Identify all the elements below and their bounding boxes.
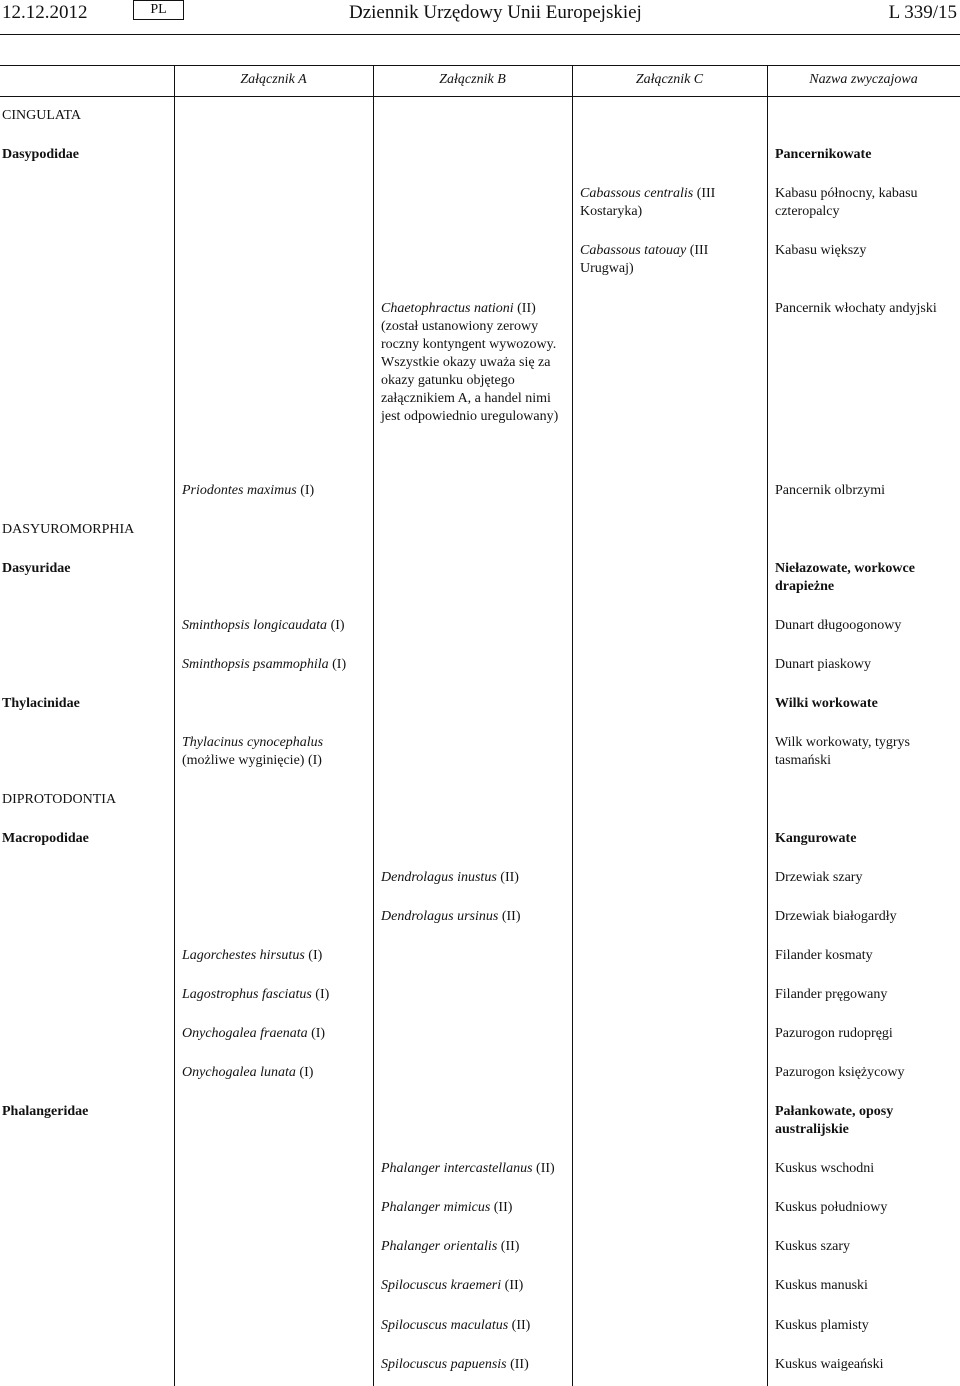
species-entry <box>381 1317 530 1335</box>
common-name: Kuskus wschodni <box>775 1161 875 1176</box>
species-name: Cabassous centralis <box>580 186 694 201</box>
order-label: DASYUROMORPHIA <box>2 522 135 537</box>
common-name: Kabasu większy <box>775 243 867 258</box>
species-name: Spilocuscus maculatus <box>381 1318 509 1333</box>
header-rule <box>0 34 960 35</box>
species-name: Phalanger mimicus <box>381 1200 491 1215</box>
species-name: Sminthopsis longicaudata <box>182 618 328 633</box>
family-common-name: Kangurowate <box>775 831 857 846</box>
species-name: Spilocuscus papuensis <box>381 1357 507 1372</box>
common-name: Kuskus południowy <box>775 1200 888 1215</box>
species-name: Phalanger orientalis <box>381 1239 498 1254</box>
table-top-rule <box>0 65 960 66</box>
species-note: (II) <box>498 909 521 924</box>
page-header <box>0 0 960 30</box>
species-name: Onychogalea fraenata <box>182 1026 308 1041</box>
species-entry <box>381 1238 519 1256</box>
species-name: Phalanger intercastellanus <box>381 1161 533 1176</box>
species-name: Chaetophractus nationi <box>381 301 514 316</box>
species-note: (I) <box>311 987 330 1002</box>
family-label: Phalangeridae <box>2 1104 89 1119</box>
species-name: Dendrolagus inustus <box>381 870 497 885</box>
species-note: (II) <box>490 1200 513 1215</box>
common-name: Kabasu północny, kabasu czteropalcy <box>775 186 918 219</box>
order-label: DIPROTODONTIA <box>2 792 117 807</box>
species-entry <box>182 734 367 770</box>
species-name: Cabassous tatouay <box>580 243 687 258</box>
species-note: (I) <box>295 1065 314 1080</box>
column-header-appendix-c: Załącznik C <box>635 72 704 87</box>
species-name: Lagorchestes hirsutus <box>182 948 305 963</box>
common-name: Kuskus waigeański <box>775 1357 884 1372</box>
species-entry <box>381 1277 523 1295</box>
species-entry <box>182 656 346 674</box>
family-common-name: Niełazowate, workowce drapieżne <box>775 561 915 594</box>
family-label: Macropodidae <box>2 831 89 846</box>
species-note: (II) <box>508 1318 531 1333</box>
species-entry <box>381 908 520 926</box>
column-divider <box>572 65 573 1386</box>
species-name: Thylacinus cynocephalus <box>182 735 324 750</box>
column-header-common-name: Nazwa zwyczajowa <box>809 72 918 87</box>
species-note: (II) <box>532 1161 555 1176</box>
family-common-name: Wilki workowate <box>775 696 878 711</box>
species-entry <box>381 1199 512 1217</box>
common-name: Pancernik włochaty andyjski <box>775 301 937 316</box>
common-name: Filander pręgowany <box>775 987 888 1002</box>
species-note: (I) <box>307 1026 326 1041</box>
common-name: Drzewiak białogardły <box>775 909 897 924</box>
common-name: Pancernik olbrzymi <box>775 483 886 498</box>
species-note: (II) <box>501 1278 524 1293</box>
column-divider <box>373 65 374 1386</box>
common-name: Pazurogon księżycowy <box>775 1065 905 1080</box>
species-note: (II) <box>496 870 519 885</box>
species-entry <box>182 1064 313 1082</box>
species-note: (II) <box>497 1239 520 1254</box>
species-name: Lagostrophus fasciatus <box>182 987 312 1002</box>
species-note: (II) (został ustanowiony zerowy roczny kontyngent wywozowy. Wszystkie okazy uważa się za okazy gatunku objętego załącznikiem A, a handel nimi jest odpowiednio uregulowany) <box>381 301 559 424</box>
column-header-rule <box>0 96 960 97</box>
species-name: Spilocuscus kraemeri <box>381 1278 502 1293</box>
common-name: Kuskus szary <box>775 1239 851 1254</box>
species-entry <box>182 1025 325 1043</box>
species-entry <box>182 617 345 635</box>
species-entry <box>182 986 329 1004</box>
species-name: Sminthopsis psammophila <box>182 657 329 672</box>
common-name: Dunart piaskowy <box>775 657 872 672</box>
family-common-name: Pałankowate, oposy australijskie <box>775 1104 894 1137</box>
family-label: Thylacinidae <box>2 696 80 711</box>
common-name: Kuskus plamisty <box>775 1318 869 1333</box>
species-note: (I) <box>327 618 345 633</box>
species-note: (III Kostaryka) <box>580 186 716 219</box>
species-entry <box>381 869 519 887</box>
language-badge: PL <box>133 0 184 20</box>
common-name: Pazurogon rudopręgi <box>775 1026 893 1041</box>
column-divider <box>767 65 768 1386</box>
species-entry <box>182 947 322 965</box>
species-entry <box>381 1160 555 1178</box>
species-entry <box>580 242 740 278</box>
common-name: Kuskus manuski <box>775 1278 868 1293</box>
species-name: Onychogalea lunata <box>182 1065 296 1080</box>
species-note: (III Urugwaj) <box>580 243 709 276</box>
column-header-appendix-a: Załącznik A <box>240 72 307 87</box>
common-name: Wilk workowaty, tygrys tasmański <box>775 735 911 768</box>
species-entry <box>381 1356 529 1374</box>
species-name: Priodontes maximus <box>182 483 297 498</box>
journal-title: Dziennik Urzędowy Unii Europejskiej <box>349 2 642 23</box>
species-entry <box>580 185 740 221</box>
page-number: L 339/15 <box>888 2 957 23</box>
species-entry <box>381 300 563 426</box>
species-name: Dendrolagus ursinus <box>381 909 499 924</box>
order-label: CINGULATA <box>2 108 81 123</box>
family-common-name: Pancernikowate <box>775 147 872 162</box>
species-note: (II) <box>506 1357 529 1372</box>
family-label: Dasypodidae <box>2 147 80 162</box>
family-label: Dasyuridae <box>2 561 71 576</box>
species-entry <box>182 482 314 500</box>
common-name: Drzewiak szary <box>775 870 863 885</box>
species-note: (I) <box>304 948 323 963</box>
column-header-appendix-b: Załącznik B <box>439 72 506 87</box>
column-divider <box>174 65 175 1386</box>
species-note: (I) <box>328 657 347 672</box>
common-name: Dunart długoogonowy <box>775 618 902 633</box>
species-note: (I) <box>296 483 315 498</box>
species-note: (możliwe wyginięcie) (I) <box>182 753 322 768</box>
publication-date: 12.12.2012 <box>2 2 88 23</box>
common-name: Filander kosmaty <box>775 948 873 963</box>
